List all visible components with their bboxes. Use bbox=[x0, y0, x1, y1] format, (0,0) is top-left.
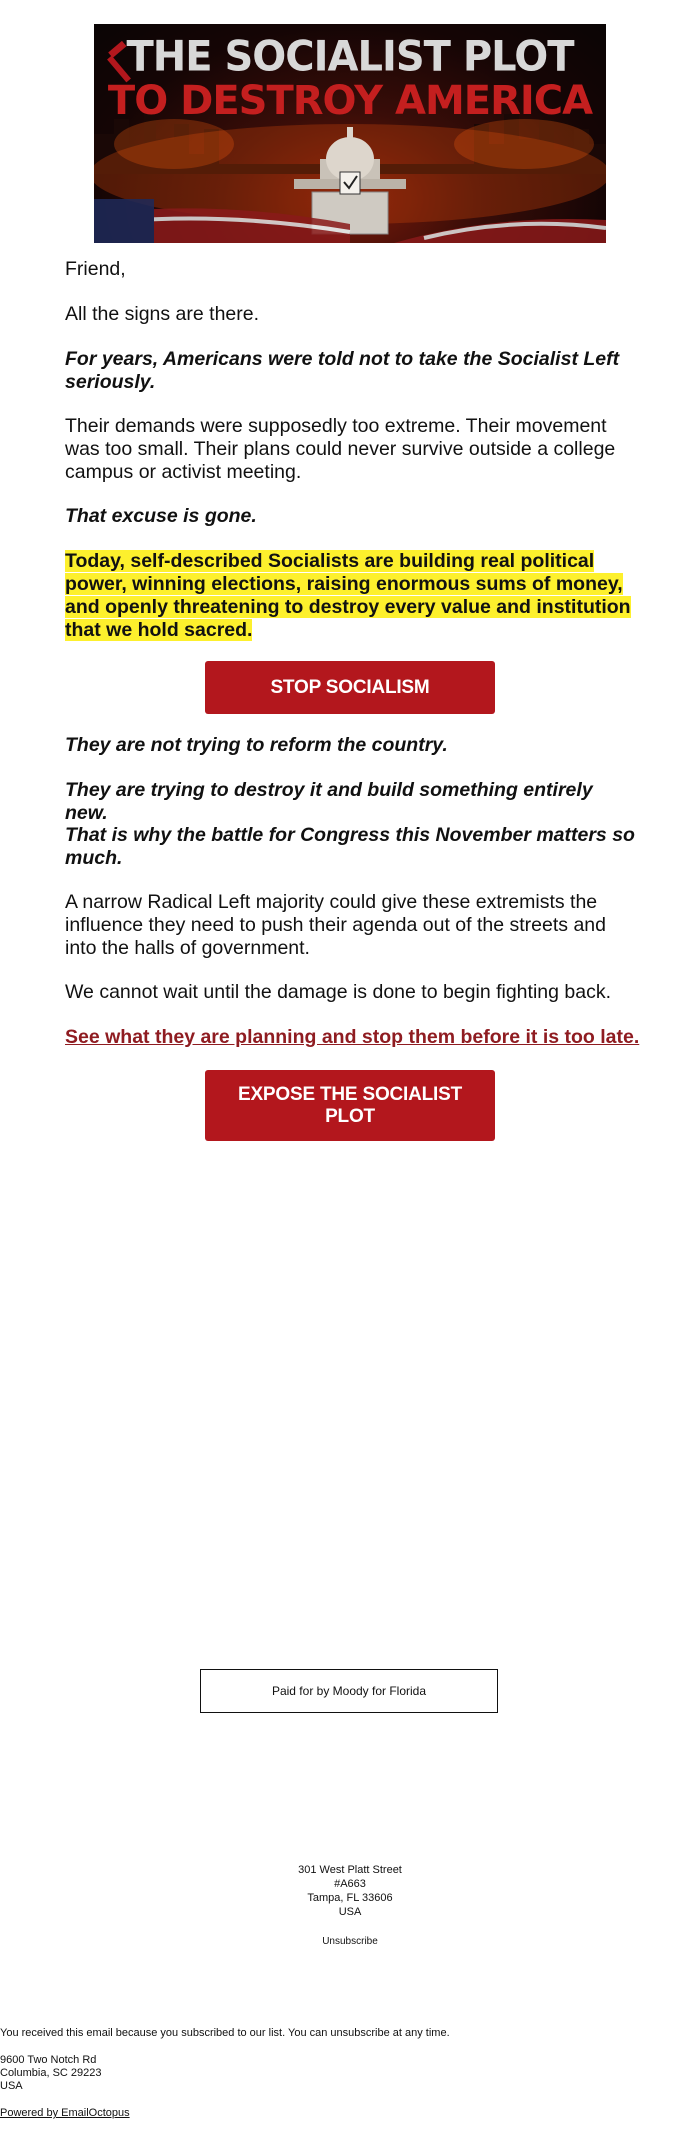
header-banner-image bbox=[94, 24, 606, 243]
footer-notice: You received this email because you subscribed to our list. You can unsubscribe at any time. bbox=[0, 2027, 450, 2039]
paragraph-10: We cannot wait until the damage is done to begin fighting back. bbox=[65, 981, 611, 1003]
paragraph-6: They are not trying to reform the country. bbox=[65, 734, 448, 756]
paragraph-2: For years, Americans were told not to take the Socialist Left seriously. bbox=[65, 348, 620, 393]
address-line-2: #A663 bbox=[334, 1878, 366, 1890]
stop-socialism-button[interactable]: STOP SOCIALISM bbox=[205, 661, 495, 714]
powered-by-link[interactable]: Powered by EmailOctopus bbox=[0, 2107, 130, 2119]
paragraph-1: All the signs are there. bbox=[65, 303, 260, 325]
banner-title-line2: TO DESTROY AMERICA bbox=[107, 78, 593, 124]
see-plan-link[interactable]: See what they are planning and stop them before it is too late. bbox=[65, 1026, 640, 1048]
highlighted-paragraph bbox=[65, 550, 640, 642]
paragraph-8: That is why the battle for Congress this November matters so much. bbox=[65, 824, 635, 869]
footer-address-line-2: Columbia, SC 29223 bbox=[0, 2067, 102, 2079]
address-line-1: 301 West Platt Street bbox=[298, 1864, 402, 1876]
banner-title-line1: THE SOCIALIST PLOT bbox=[126, 32, 574, 82]
address-line-3: Tampa, FL 33606 bbox=[307, 1892, 393, 1904]
paragraph-7: They are trying to destroy it and build something entirely new. bbox=[65, 779, 593, 824]
footer-address bbox=[0, 2054, 102, 2093]
footer-address-line-3: USA bbox=[0, 2080, 23, 2092]
sender-address bbox=[0, 1863, 700, 1919]
paragraph-9: A narrow Radical Left majority could give these extremists the influence they need to push their agenda out of the streets and into the halls of government. bbox=[65, 891, 606, 959]
cta-link-paragraph bbox=[65, 1026, 640, 1049]
address-line-4: USA bbox=[338, 1906, 362, 1918]
highlighted-text: Today, self-described Socialists are building real political power, winning elections, raising enormous sums of money, and openly threatening to destroy every value and institution that we hold sacred. bbox=[65, 550, 631, 641]
greeting: Friend, bbox=[65, 258, 126, 280]
unsubscribe-link[interactable]: Unsubscribe bbox=[322, 1936, 378, 1947]
paid-for-disclaimer: Paid for by Moody for Florida bbox=[200, 1669, 498, 1713]
footer-address-line-1: 9600 Two Notch Rd bbox=[0, 2054, 97, 2066]
expose-plot-button[interactable]: EXPOSE THE SOCIALIST PLOT bbox=[205, 1070, 495, 1141]
paragraph-3: Their demands were supposedly too extreme. Their movement was too small. Their plans could never survive outside a college campus or activist meeting. bbox=[65, 415, 616, 483]
paragraph-4: That excuse is gone. bbox=[65, 505, 257, 527]
footer-powered bbox=[0, 2107, 130, 2120]
